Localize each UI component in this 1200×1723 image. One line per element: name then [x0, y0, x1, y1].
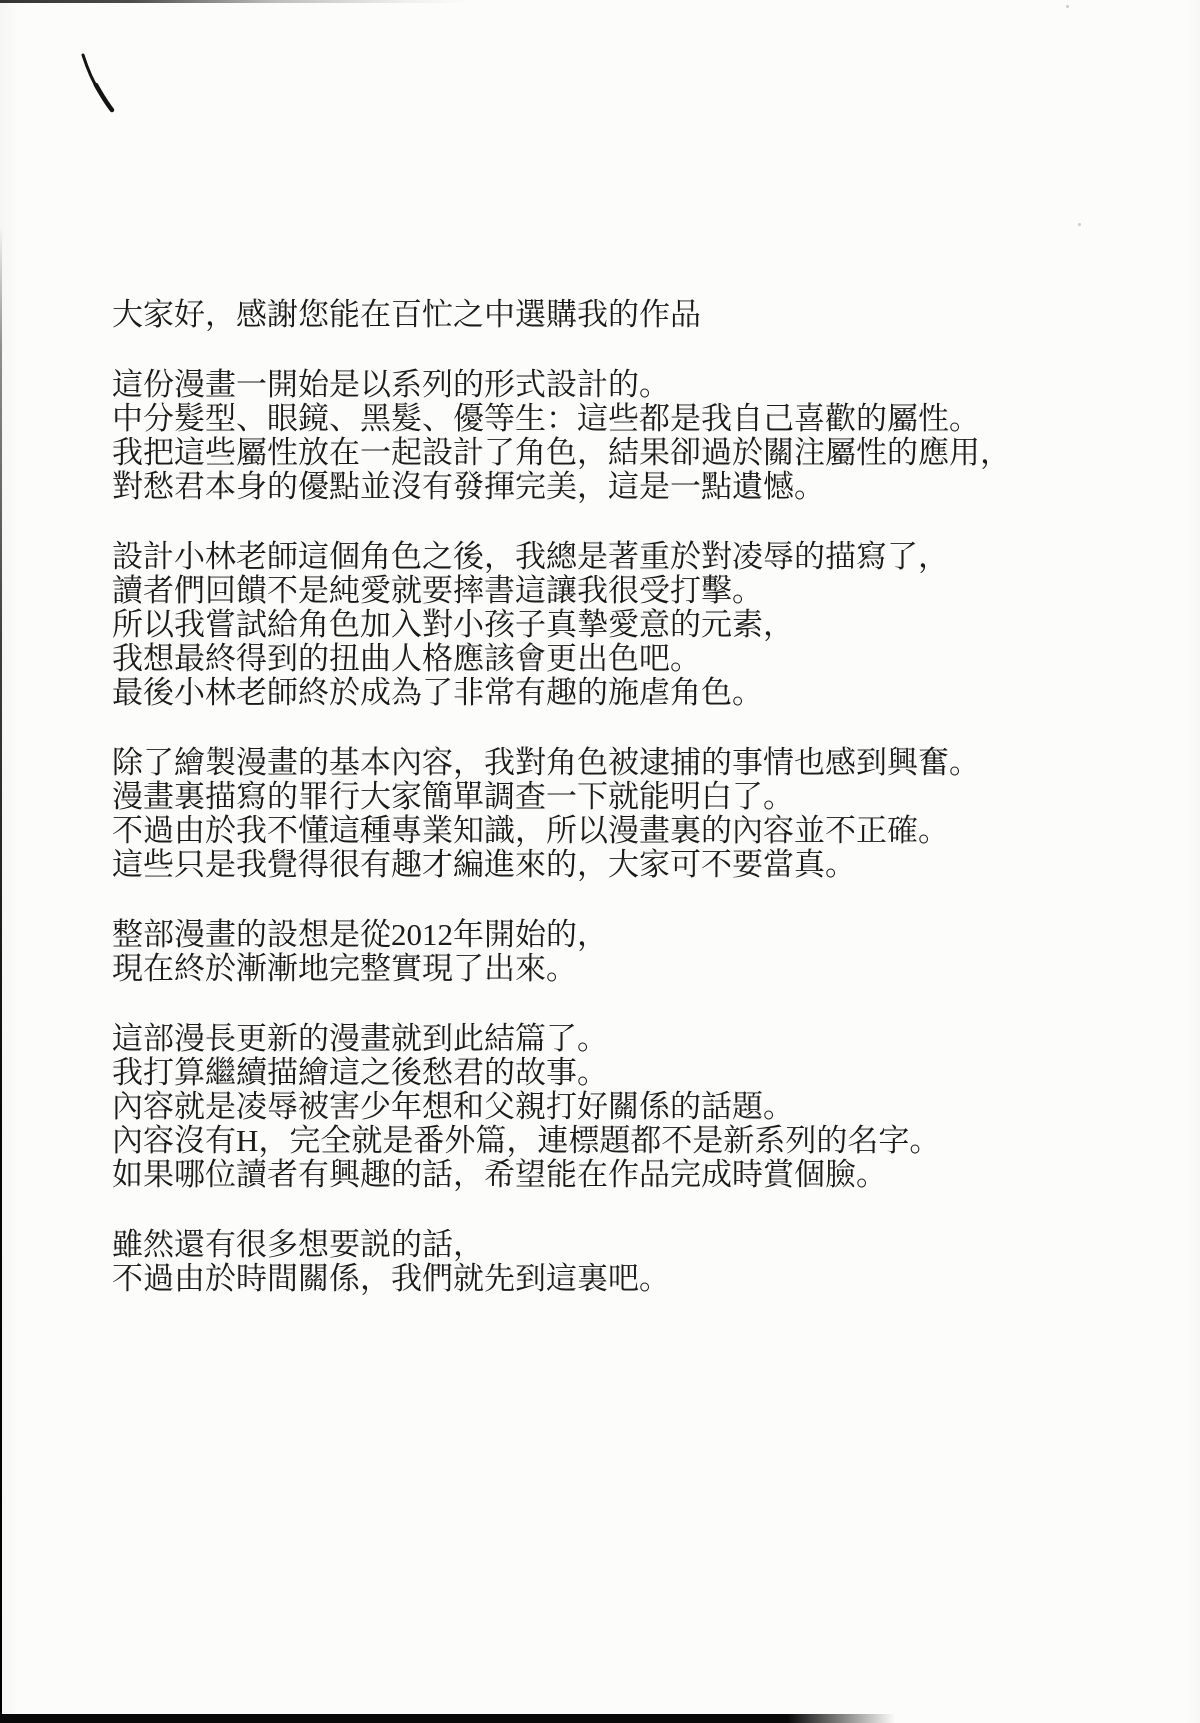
afterword-line: 讀者們回饋不是純愛就要摔書這讓我很受打擊。 — [112, 573, 763, 608]
scan-speck — [1066, 5, 1069, 8]
afterword-line: 現在終於漸漸地完整實現了出來。 — [112, 951, 577, 986]
afterword-line: 整部漫畫的設想是從2012年開始的， — [112, 917, 608, 952]
afterword-line: 對愁君本身的優點並沒有發揮完美，這是一點遺憾。 — [112, 469, 825, 504]
afterword-line: 不過由於時間關係，我們就先到這裏吧。 — [112, 1261, 670, 1296]
afterword-paragraph — [112, 368, 1117, 504]
afterword-paragraph — [112, 298, 1117, 332]
afterword-line: 大家好，感謝您能在百忙之中選購我的作品 — [112, 297, 701, 332]
afterword-line: 漫畫裏描寫的罪行大家簡單調查一下就能明白了。 — [112, 779, 794, 814]
afterword-line: 中分髮型、眼鏡、黑髮、優等生：這些都是我自己喜歡的屬性。 — [112, 401, 980, 436]
afterword-line: 這部漫長更新的漫畫就到此結篇了。 — [112, 1021, 608, 1056]
afterword-line: 不過由於我不懂這種專業知識，所以漫畫裏的內容並不正確。 — [112, 813, 949, 848]
afterword-line: 我把這些屬性放在一起設計了角色，結果卻過於關注屬性的應用， — [112, 435, 1011, 470]
scan-top-edge-line — [0, 0, 470, 3]
afterword-line: 這些只是我覺得很有趣才編進來的，大家可不要當真。 — [112, 847, 856, 882]
afterword-paragraph — [112, 918, 1117, 986]
afterword-line: 雖然還有很多想要説的話， — [112, 1227, 484, 1262]
afterword-paragraph — [112, 1022, 1117, 1192]
afterword-paragraph — [112, 540, 1117, 710]
afterword-line: 內容就是凌辱被害少年想和父親打好關係的話題。 — [112, 1089, 794, 1124]
scan-left-edge-line — [0, 225, 2, 1723]
afterword-text — [112, 298, 1117, 1332]
afterword-line: 最後小林老師終於成為了非常有趣的施虐角色。 — [112, 675, 763, 710]
afterword-line: 我想最終得到的扭曲人格應該會更出色吧。 — [112, 641, 701, 676]
scan-bottom-edge-bar — [0, 1714, 895, 1723]
afterword-line: 我打算繼續描繪這之後愁君的故事。 — [112, 1055, 608, 1090]
pen-slash-mark — [78, 51, 118, 115]
afterword-line: 所以我嘗試給角色加入對小孩子真摯愛意的元素， — [112, 607, 794, 642]
afterword-line: 這份漫畫一開始是以系列的形式設計的。 — [112, 367, 670, 402]
afterword-paragraph — [112, 746, 1117, 882]
afterword-line: 如果哪位讀者有興趣的話，希望能在作品完成時賞個臉。 — [112, 1157, 887, 1192]
afterword-line: 設計小林老師這個角色之後，我總是著重於對凌辱的描寫了， — [112, 539, 949, 574]
afterword-line: 內容沒有H，完全就是番外篇，連標題都不是新系列的名字。 — [112, 1123, 941, 1158]
scan-speck — [1078, 223, 1081, 226]
afterword-paragraph — [112, 1228, 1117, 1296]
afterword-line: 除了繪製漫畫的基本內容，我對角色被逮捕的事情也感到興奮。 — [112, 745, 980, 780]
